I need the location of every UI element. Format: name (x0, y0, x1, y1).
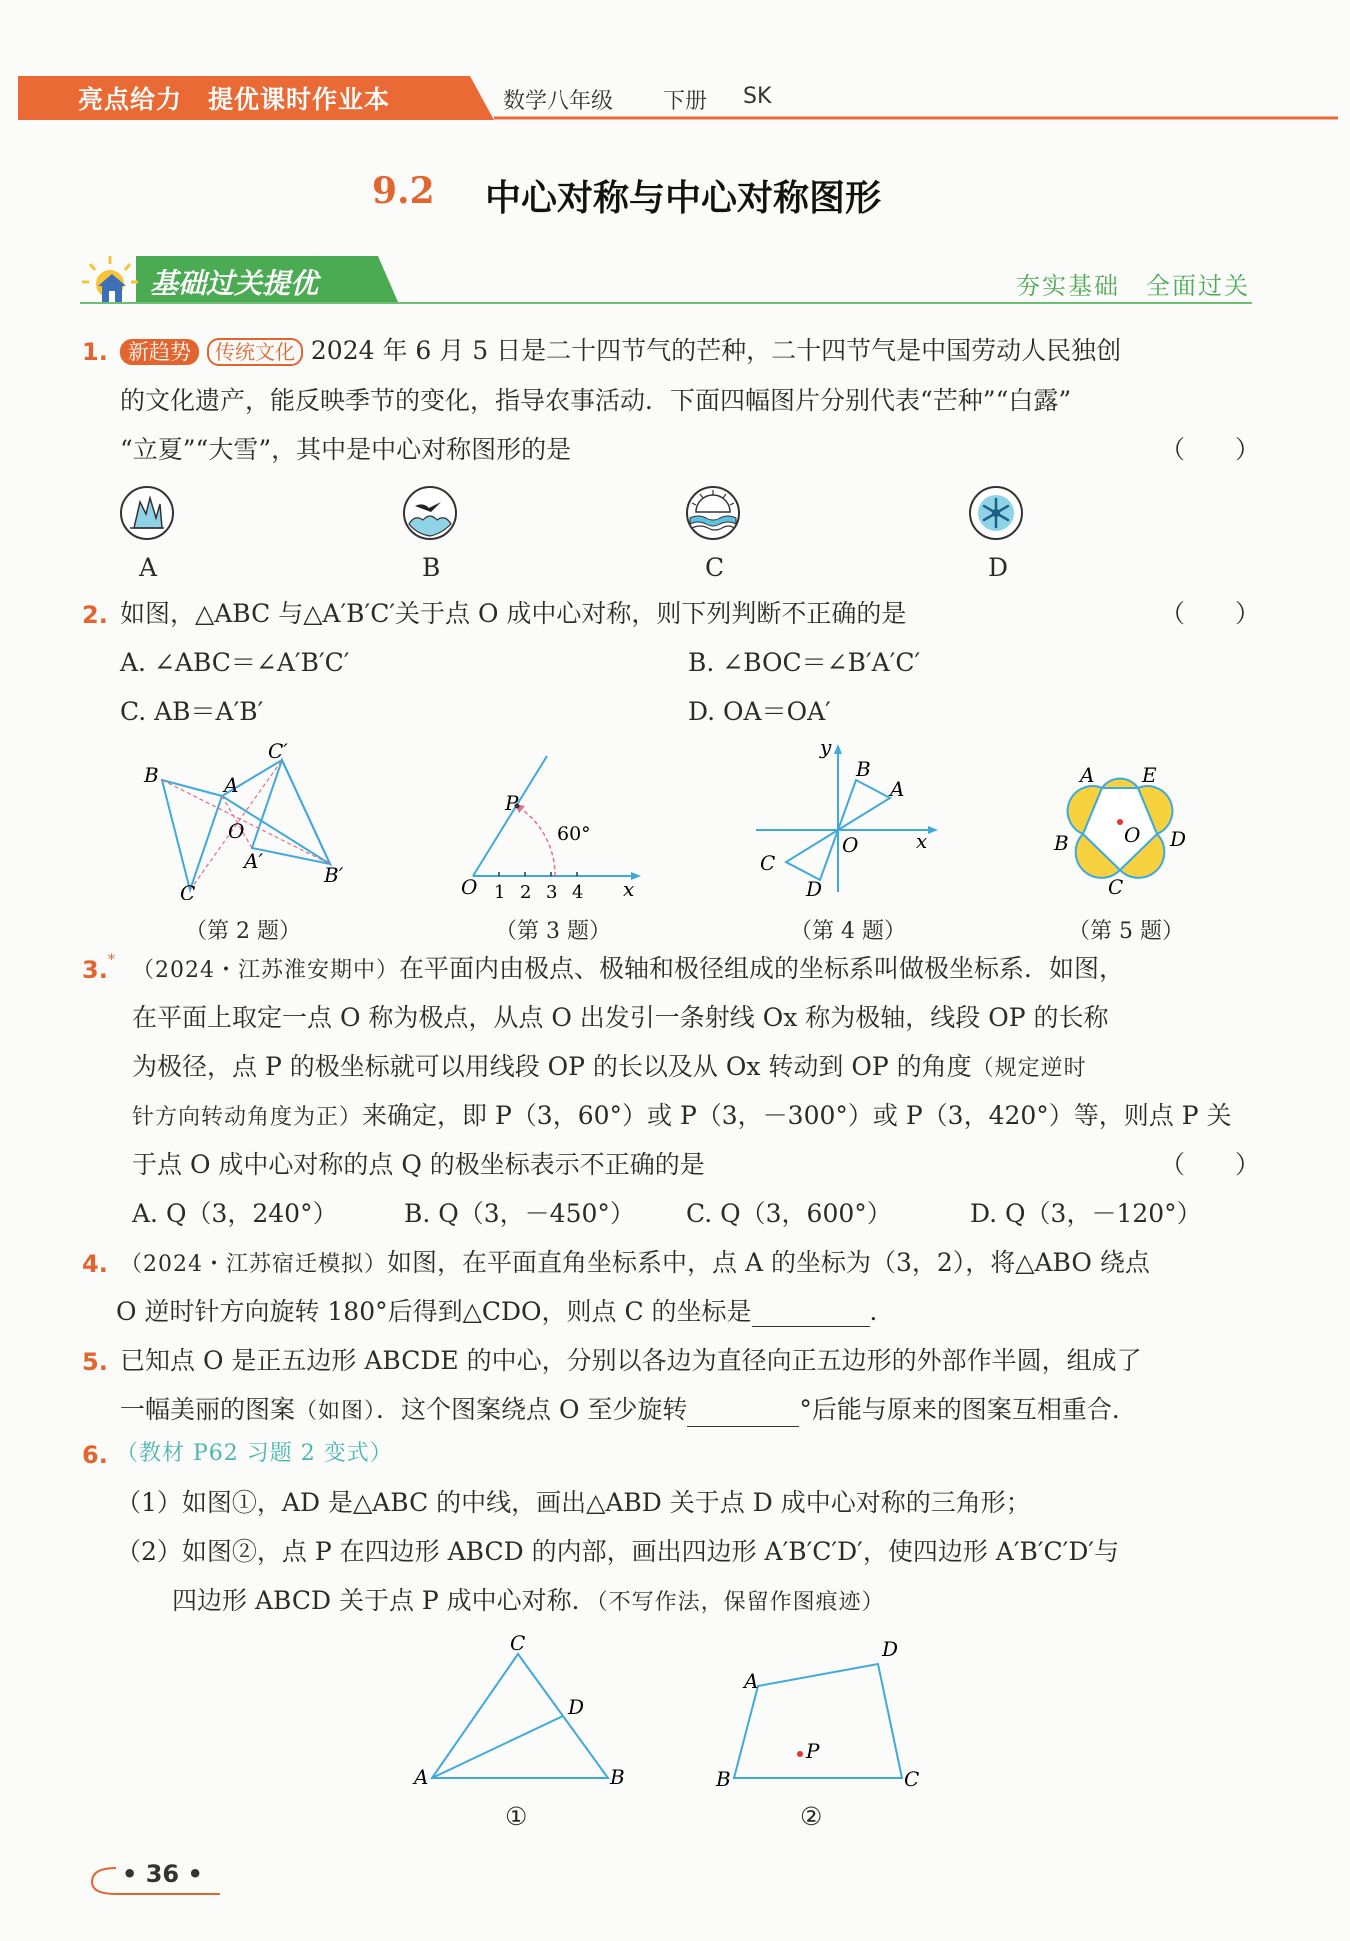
q3-option-c: C. Q（3，600°） (686, 1199, 892, 1228)
fig3-tick-1: 1 (494, 882, 506, 898)
section-number: 9.2 (372, 170, 435, 212)
bird-cloud-icon (401, 484, 459, 542)
fig4-label-y: y (820, 740, 832, 759)
q6-part2-text: 四边形 ABCD 关于点 P 成中心对称． (172, 1586, 597, 1615)
q4-line1 (120, 1248, 1150, 1280)
fig5-label-c: C (1108, 875, 1124, 899)
q4-end: ． (869, 1297, 895, 1326)
q5-answer-blank[interactable] (687, 1400, 799, 1427)
grain-icon (118, 484, 176, 542)
fig4-caption: （第 4 题） (790, 919, 906, 944)
fig3-tick-4: 4 (572, 882, 584, 898)
q3-text3b: （规定逆时 (971, 1056, 1087, 1081)
q3-text3a: 为极径，点 P 的极坐标就可以用线段 OP 的长以及从 Ox 转动到 OP 的角度 (132, 1052, 972, 1081)
header-edition: SK (743, 84, 772, 109)
section-label: 基础过关提优 (150, 267, 319, 300)
header-volume: 下册 (663, 89, 708, 114)
page-number: • 36 • (122, 1860, 203, 1888)
fig5-caption: （第 5 题） (1068, 919, 1184, 944)
fig5-label-e: E (1142, 763, 1157, 787)
q2-option-b: B. ∠BOC＝∠B′A′C′ (688, 648, 921, 677)
q6-part2-line1: （2）如图②，点 P 在四边形 ABCD 的内部，画出四边形 A′B′C′D′，使四边形 A′B′C′D′与 (116, 1537, 1120, 1566)
q4-source: （2024・江苏宿迁模拟） (120, 1252, 387, 1277)
fig6-1-caption: ① (505, 1802, 528, 1831)
q5-text2c: ．这个图案绕点 O 至少旋转 (376, 1395, 688, 1424)
fig2-label-b: B (144, 763, 159, 787)
fig2-label-b-prime: B′ (324, 863, 344, 887)
q3-line4 (132, 1101, 1232, 1133)
header-subject: 数学八年级 (503, 89, 614, 114)
q3-text1: 在平面内由极点、极轴和极径组成的坐标系叫做极坐标系．如图， (399, 954, 1125, 983)
q6-number: 6. (82, 1441, 108, 1469)
fig3-tick-2: 2 (520, 882, 532, 898)
header-brand: 亮点给力 提优课时作业本 (78, 85, 391, 114)
fig4-label-c: C (760, 851, 776, 875)
q1-option-b: B (422, 553, 441, 582)
snowflake-icon (967, 484, 1025, 542)
fig2-label-c-prime: C′ (268, 740, 288, 763)
fig6-2-label-c: C (904, 1767, 920, 1791)
fig6-1-label-b: B (610, 1765, 625, 1789)
q2-stem: 如图，△ABC 与△A′B′C′关于点 O 成中心对称，则下列判断不正确的是 (120, 599, 907, 628)
page-title: 中心对称与中心对称图形 (485, 177, 882, 219)
fig5-label-d: D (1170, 827, 1187, 851)
q3-text4a: 针方向转动角度为正） (132, 1105, 363, 1130)
q3-line5: 于点 O 成中心对称的点 Q 的极坐标表示不正确的是 (132, 1150, 705, 1179)
fig6-1-label-a: A (414, 1765, 429, 1789)
q5-text2a: 一幅美丽的图案 (120, 1395, 296, 1424)
fig6-2-label-d: D (882, 1637, 899, 1661)
fig3-label-o: O (461, 875, 478, 898)
fig6-2-label-b: B (716, 1767, 731, 1791)
fig5-label-a: A (1080, 763, 1095, 787)
q1-text1: 2024 年 6 月 5 日是二十四节气的芒种，二十四节气是中国劳动人民独创 (310, 336, 1122, 365)
fig3-label-angle: 60° (557, 823, 591, 845)
fig6-1-diagram (412, 1632, 634, 1792)
fig3-label-p: P (505, 791, 519, 815)
fig6-2-diagram (706, 1632, 928, 1792)
q3-answer-paren: （ ） (1160, 1150, 1261, 1179)
sun-waves-icon (684, 484, 742, 542)
section-rule (80, 302, 1252, 304)
fig4-label-a: A (890, 777, 905, 801)
q4-text2: O 逆时针方向旋转 180°后得到△CDO，则点 C 的坐标是 (116, 1297, 752, 1326)
q1-line1 (120, 336, 1121, 367)
q4-line2 (116, 1297, 895, 1327)
q2-option-c: C. AB＝A′B′ (120, 697, 264, 726)
q1-option-d: D (988, 553, 1009, 582)
fig5-label-b: B (1054, 831, 1069, 855)
fig3-tick-3: 3 (546, 882, 558, 898)
q1-line2: 的文化遗产，能反映季节的变化，指导农事活动．下面四幅图片分别代表“芒种”“白露” (120, 386, 1072, 415)
q1-line3: “立夏”“大雪”，其中是中心对称图形的是 (120, 435, 572, 464)
fig6-1-label-c: C (510, 1632, 526, 1655)
fig4-label-x: x (916, 829, 928, 853)
q5-number: 5. (82, 1348, 108, 1376)
fig3-label-x: x (623, 877, 635, 898)
q1-option-c: C (705, 553, 725, 582)
fig4-label-d: D (806, 877, 823, 900)
q3-option-d: D. Q（3，－120°） (970, 1199, 1202, 1228)
q3-line1 (132, 954, 1124, 986)
q3-option-a: A. Q（3，240°） (132, 1199, 338, 1228)
fig2-label-a-prime: A′ (244, 849, 263, 873)
fig2-label-o: O (228, 819, 245, 843)
q1-number: 1. (82, 338, 108, 366)
q5-text2d: °后能与原来的图案互相重合． (799, 1395, 1137, 1424)
q3-source: （2024・江苏淮安期中） (132, 958, 399, 983)
q1-tag-culture: 传统文化 (207, 338, 303, 366)
q5-text2b: （如图） (295, 1399, 377, 1424)
fig4-label-o: O (842, 833, 859, 857)
q5-line2 (120, 1395, 1137, 1427)
fig2-diagram (130, 740, 370, 900)
q3-number: 3. (82, 956, 108, 984)
q1-tag-trend: 新趋势 (120, 339, 199, 365)
q2-option-d: D. OA＝OA′ (688, 697, 831, 726)
q2-answer-paren: （ ） (1160, 599, 1261, 628)
q6-source: （教材 P62 习题 2 变式） (116, 1441, 393, 1466)
q4-text1: 如图，在平面直角坐标系中，点 A 的坐标为（3，2），将△ABO 绕点 (387, 1248, 1150, 1277)
q6-part2-line2 (172, 1586, 885, 1618)
q4-number: 4. (82, 1250, 108, 1278)
fig6-2-caption: ② (800, 1802, 823, 1831)
section-motto: 夯实基础 全面过关 (1016, 272, 1250, 300)
fig2-caption: （第 2 题） (185, 919, 301, 944)
q4-answer-blank[interactable] (752, 1300, 870, 1327)
fig5-diagram (1040, 750, 1200, 900)
fig6-2-label-a: A (744, 1669, 759, 1693)
q3-option-b: B. Q（3，－450°） (404, 1199, 635, 1228)
q6-part1: （1）如图①，AD 是△ABC 的中线，画出△ABD 关于点 D 成中心对称的三角形； (116, 1488, 1031, 1517)
q3-line2: 在平面上取定一点 O 称为极点，从点 O 出发引一条射线 Ox 称为极轴，线段 OP 的长称 (132, 1003, 1109, 1032)
fig4-label-b: B (856, 757, 871, 781)
fig3-diagram (455, 748, 655, 898)
fig3-caption: （第 3 题） (495, 919, 611, 944)
q1-option-a: A (139, 553, 158, 582)
fig5-label-o: O (1124, 823, 1141, 847)
q2-option-a: A. ∠ABC＝∠A′B′C′ (120, 648, 350, 677)
q1-answer-paren: （ ） (1160, 435, 1261, 464)
q3-line3 (132, 1052, 1087, 1084)
fig2-label-c: C (180, 881, 196, 900)
q3-text4b: 来确定，即 P（3，60°）或 P（3，－300°）或 P（3，420°）等，则点 P 关 (362, 1101, 1232, 1130)
fig4-diagram (752, 740, 942, 900)
fig6-1-label-d: D (568, 1695, 585, 1719)
fig2-label-a: A (224, 773, 239, 797)
q6-part2-note: （不写作法，保留作图痕迹） (596, 1590, 885, 1615)
q3-star: * (108, 952, 115, 968)
fig6-2-label-p: P (806, 1739, 820, 1763)
q5-line1: 已知点 O 是正五边形 ABCDE 的中心，分别以各边为直径向正五边形的外部作半圆，组成了 (120, 1346, 1142, 1375)
q2-number: 2. (82, 601, 108, 629)
